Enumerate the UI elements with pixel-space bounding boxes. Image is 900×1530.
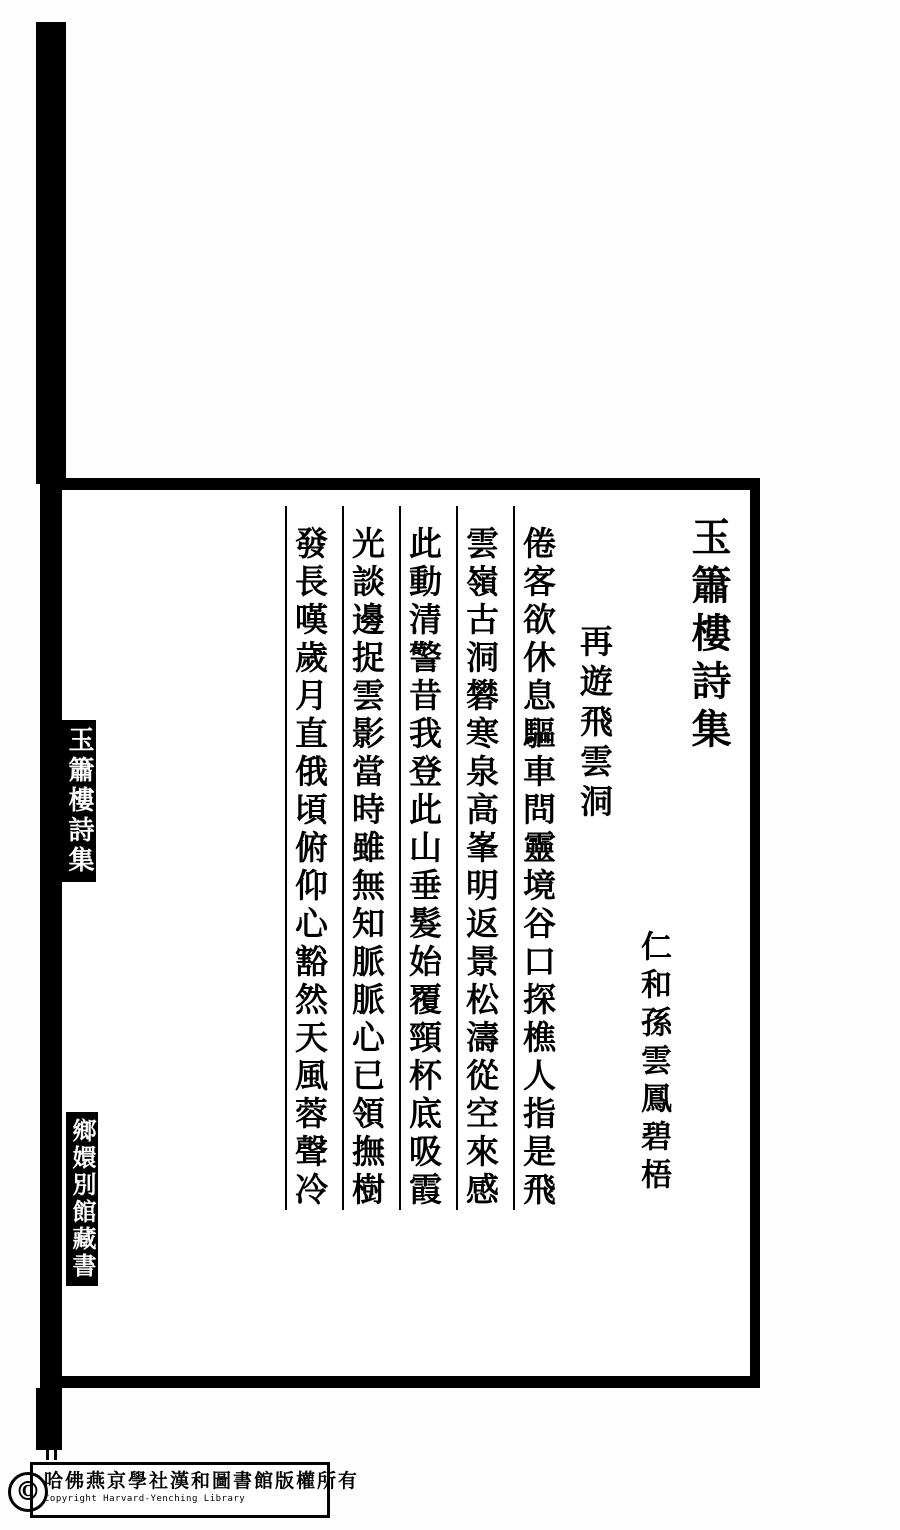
verse-column [404, 506, 443, 1210]
verse-column [290, 506, 329, 1210]
vertical-text-columns [62, 490, 750, 1376]
library-stamp-english: Copyright Harvard-Yenching Library [44, 1494, 246, 1504]
verse-text: 此動清警昔我登此山垂髮始覆頸杯底吸霞 [404, 526, 443, 1210]
verse-text: 光談邊捉雲影當時雖無知脈脈心已領撫樹 [347, 526, 386, 1210]
verse-text: 倦客欲休息驅車問靈境谷口探樵人指是飛 [518, 526, 557, 1210]
verse-column [518, 506, 557, 1210]
tail-rule-2 [54, 1388, 57, 1460]
author-attribution: 仁和孫雲鳳碧梧 [635, 930, 671, 1196]
poem-heading: 再遊飛雲洞 [575, 624, 614, 824]
spine-rule-2 [52, 28, 55, 480]
spine-rule-1 [44, 28, 47, 480]
verse-text: 發長嘆歲月直俄頃俯仰心豁然天風蓉聲冷 [290, 526, 329, 1210]
column-rule [513, 506, 515, 1210]
banxin-running-title: 玉簫樓詩集 [62, 720, 96, 882]
frame-hairline [54, 484, 57, 1382]
column-rule [342, 506, 344, 1210]
library-stamp-chinese: 哈佛燕京學社漢和圖書館版權所有 [44, 1470, 360, 1492]
book-title: 玉簫樓詩集 [685, 516, 732, 756]
tail-rule-1 [46, 1388, 49, 1460]
text-block [62, 490, 750, 1376]
column-rule [399, 506, 401, 1210]
copyright-icon: © [8, 1472, 48, 1512]
text-block-frame [40, 478, 760, 1388]
collection-colophon: 鄉嬛別館藏書 [66, 1112, 98, 1286]
column-rule [285, 506, 287, 1210]
spine-rule-3 [60, 28, 63, 480]
binding-tail [36, 1388, 62, 1450]
column-rule [456, 506, 458, 1210]
verse-column [347, 506, 386, 1210]
verse-text: 雲嶺古洞礬寒泉高峯明返景松濤從空來感 [461, 526, 500, 1210]
verse-column [461, 506, 500, 1210]
